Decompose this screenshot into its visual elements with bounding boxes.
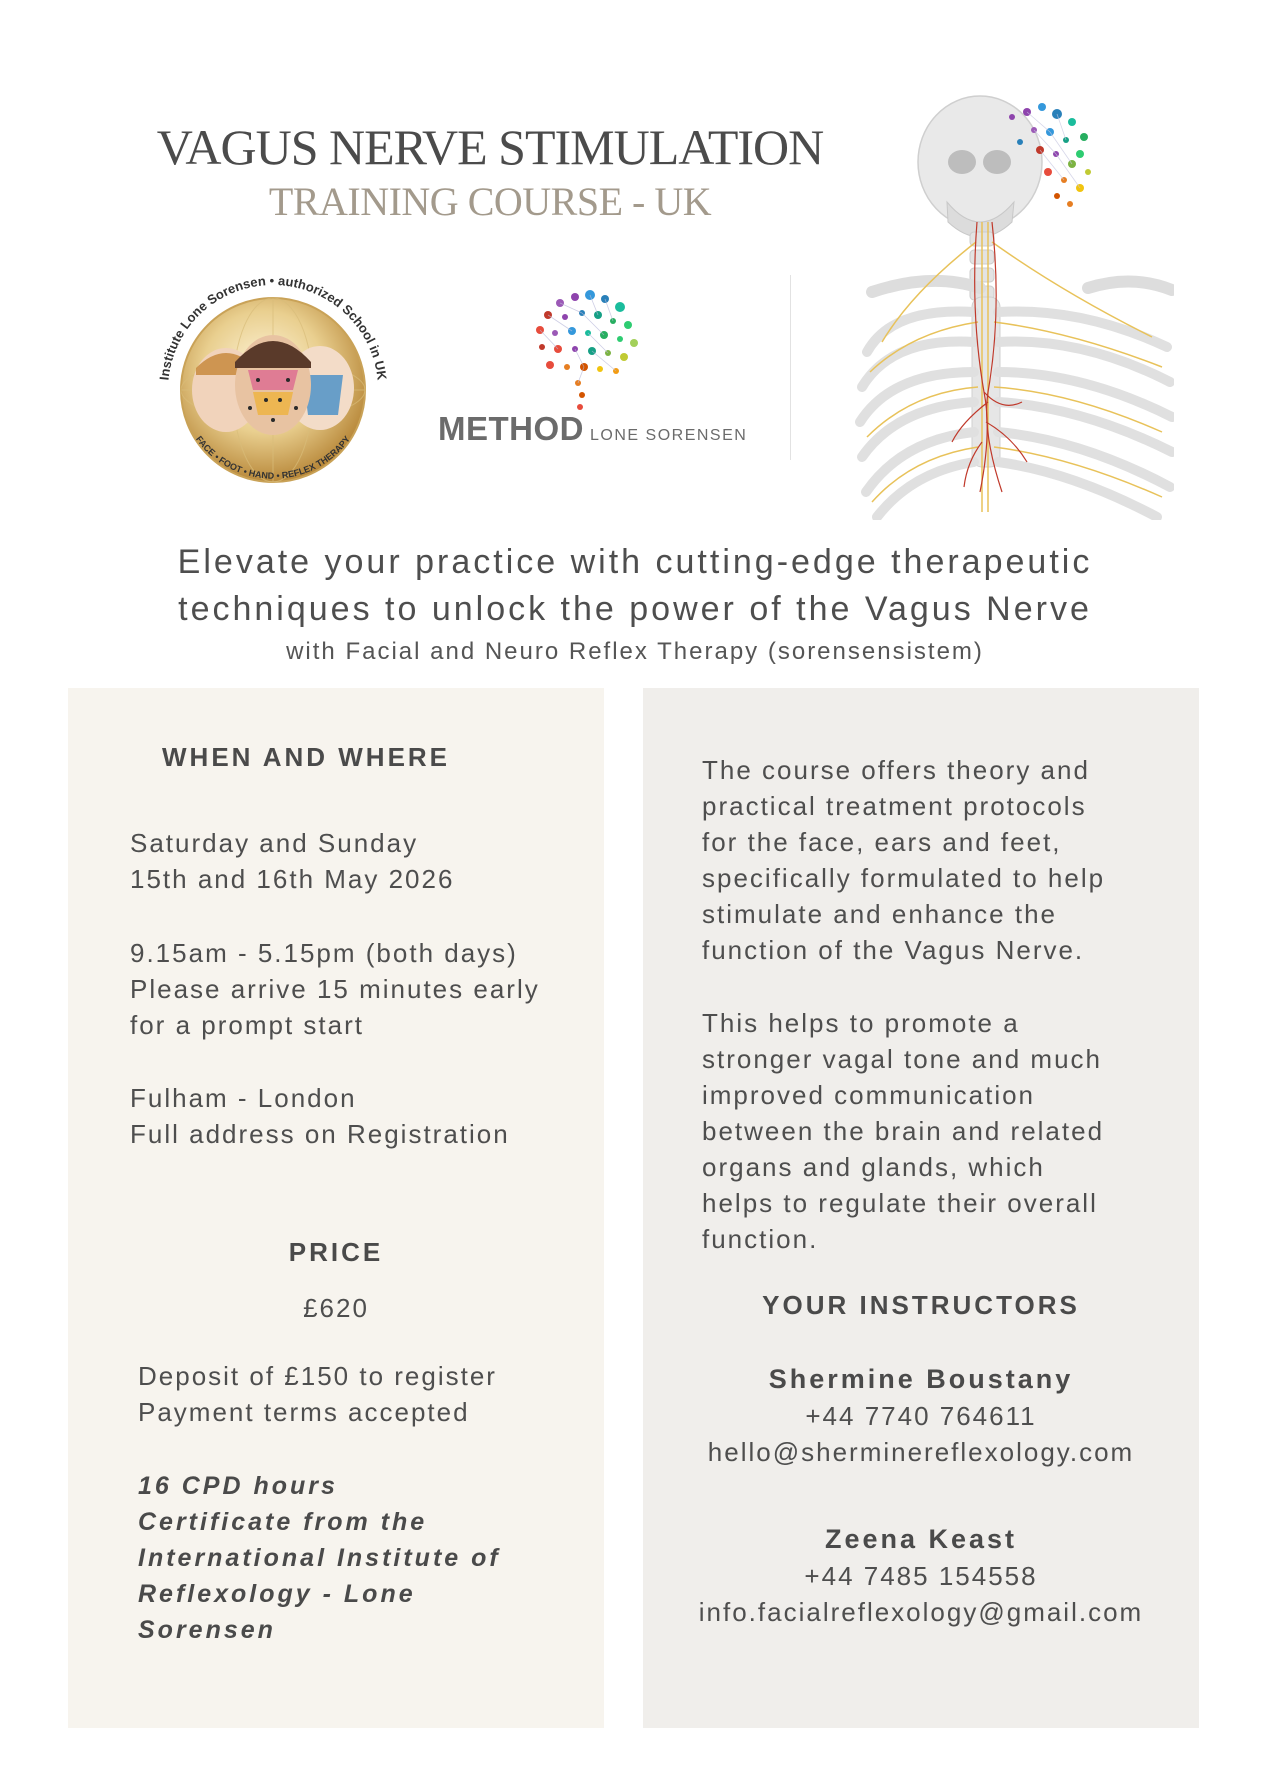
course-times-line: 9.15am - 5.15pm (both days)	[130, 938, 518, 968]
page-subtitle: TRAINING COURSE - UK	[268, 179, 712, 224]
course-description-line: specifically formulated to help	[702, 863, 1106, 893]
skeleton-vagus-illustration	[852, 92, 1174, 520]
course-location	[130, 1080, 510, 1152]
instructor-name: Shermine Boustany	[768, 1364, 1074, 1394]
logo-divider	[790, 275, 791, 460]
course-description-line: helps to regulate their overall	[702, 1188, 1098, 1218]
seal-bottom-text: FACE • FOOT • HAND • REFLEX THERAPY	[193, 434, 353, 481]
course-description-line: The course offers theory and	[702, 755, 1090, 785]
course-description-line: stronger vagal tone and much	[702, 1044, 1102, 1074]
tagline-line-2: techniques to unlock the power of the Vagus Nerve	[178, 590, 1092, 628]
course-description-line: This helps to promote a	[702, 1008, 1020, 1038]
cpd-line: 16 CPD hours	[138, 1472, 338, 1500]
when-where-heading: WHEN AND WHERE	[162, 742, 451, 772]
seal-top-text: Institute Lone Sorensen • authorized School in UK	[156, 272, 390, 382]
course-location-line: Full address on Registration	[130, 1119, 510, 1149]
course-description-line: improved communication	[702, 1080, 1036, 1110]
tagline-line-3: with Facial and Neuro Reflex Therapy (sorensensistem)	[286, 638, 984, 665]
instructor-card	[643, 1360, 1199, 1470]
payment-terms-line: Payment terms accepted	[138, 1397, 470, 1427]
page-title: VAGUS NERVE STIMULATION	[156, 119, 824, 175]
course-description-line: function.	[702, 1224, 819, 1254]
instructors-heading: YOUR INSTRUCTORS	[762, 1290, 1080, 1320]
instructor-phone[interactable]: +44 7485 154558	[804, 1561, 1038, 1591]
course-description-line: stimulate and enhance the	[702, 899, 1057, 929]
course-times	[130, 935, 540, 1043]
course-dates-line: 15th and 16th May 2026	[130, 864, 455, 894]
payment-terms	[138, 1358, 497, 1430]
course-description-line: function of the Vagus Nerve.	[702, 935, 1085, 965]
cpd-certificate	[138, 1468, 501, 1648]
cpd-line: Sorensen	[138, 1616, 276, 1644]
course-dates-line: Saturday and Sunday	[130, 828, 419, 858]
instructor-name: Zeena Keast	[824, 1524, 1018, 1554]
course-description-2	[702, 1005, 1104, 1257]
cpd-line: Reflexology - Lone	[138, 1580, 416, 1608]
course-location-line: Fulham - London	[130, 1083, 357, 1113]
course-dates	[130, 825, 454, 897]
method-wordmark-sub: LONE SORENSEN	[590, 427, 748, 444]
course-description-line: organs and glands, which	[702, 1152, 1045, 1182]
course-times-line: for a prompt start	[130, 1010, 364, 1040]
institute-seal-logo	[138, 250, 408, 510]
course-description-line: practical treatment protocols	[702, 791, 1087, 821]
instructor-email[interactable]: info.facialreflexology@gmail.com	[698, 1597, 1144, 1627]
course-description-line: for the face, ears and feet,	[702, 827, 1062, 857]
instructor-phone[interactable]: +44 7740 764611	[805, 1401, 1037, 1431]
method-wordmark	[438, 410, 747, 448]
payment-terms-line: Deposit of £150 to register	[138, 1361, 497, 1391]
cpd-line: Certificate from the	[138, 1508, 428, 1536]
method-wordmark-main: METHOD	[438, 410, 584, 447]
instructor-card	[643, 1520, 1199, 1630]
cpd-line: International Institute of	[138, 1544, 501, 1572]
course-description-line: between the brain and related	[702, 1116, 1105, 1146]
price-amount: £620	[303, 1293, 369, 1323]
tagline-line-1: Elevate your practice with cutting-edge therapeutic	[177, 543, 1093, 581]
instructor-email[interactable]: hello@sherminereflexology.com	[707, 1437, 1135, 1467]
course-times-line: Please arrive 15 minutes early	[130, 974, 540, 1004]
course-description-1	[702, 752, 1105, 968]
price-heading: PRICE	[288, 1237, 384, 1267]
